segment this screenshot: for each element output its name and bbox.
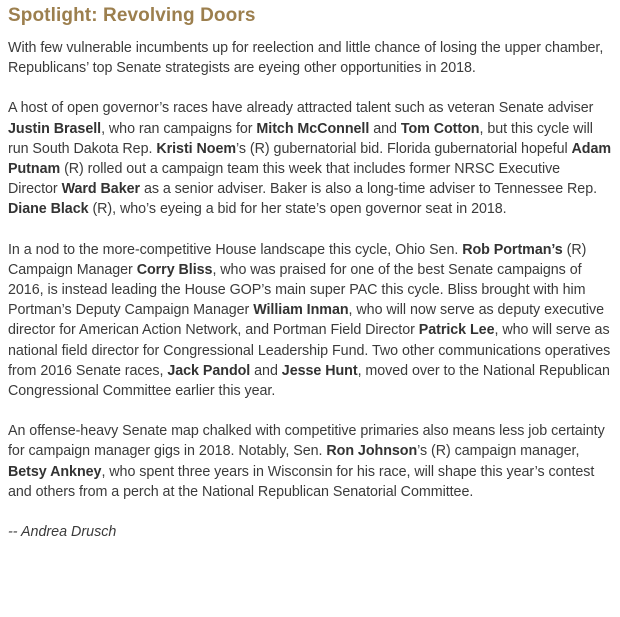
- bold-name: Kristi Noem: [156, 140, 237, 157]
- paragraph: [8, 38, 612, 78]
- text-run: , who ran campaigns for: [101, 120, 257, 137]
- text-run: An offense-heavy Senate map chalked with competitive primaries also means less job certainty for campaign manager gigs in 2018. Notably, Sen.: [8, 423, 605, 460]
- bold-name: Jack Pandol: [167, 362, 251, 379]
- bold-name: Jesse Hunt: [281, 362, 358, 379]
- text-run: and: [250, 362, 282, 379]
- article-title: Spotlight: Revolving Doors: [8, 5, 256, 26]
- text-run: ’s (R) campaign manager,: [417, 443, 580, 460]
- text-run: , who will now serve as deputy executive director for American Action Network, and Portman Field Director: [8, 302, 605, 339]
- text-run: , who will serve as national field director for Congressional Leadership Fund. Two other communications operatives from 2016 Senate races,: [8, 322, 611, 379]
- text-run: , who spent three years in Wisconsin for his race, will shape this year’s contest and others from a perch at the National Republican Senatorial Committee.: [8, 463, 595, 500]
- bold-name: Justin Brasell: [8, 120, 102, 137]
- text-run: In a nod to the more-competitive House landscape this cycle, Ohio Sen.: [8, 241, 463, 258]
- bold-name: Patrick Lee: [418, 322, 495, 339]
- paragraph: [8, 98, 612, 219]
- bold-name: Mitch McConnell: [256, 120, 370, 137]
- bold-name: Ward Baker: [61, 181, 141, 198]
- text-run: (R) Campaign Manager: [8, 241, 587, 278]
- text-run: A host of open governor’s races have already attracted talent such as veteran Senate adviser: [8, 100, 594, 117]
- bold-name: Betsy Ankney: [8, 463, 102, 480]
- text-run: (R), who’s eyeing a bid for her state’s open governor seat in 2018.: [88, 201, 507, 218]
- bold-name: Rob Portman’s: [462, 241, 563, 258]
- paragraph: [8, 421, 612, 502]
- text-run: , who was praised for one of the best Senate campaigns of 2016, is instead leading the House GOP’s main super PAC this cycle. Bliss brought with him Portman’s Deputy Campaign Manager: [8, 261, 586, 319]
- bold-name: Diane Black: [8, 201, 89, 218]
- bold-name: Corry Bliss: [136, 261, 213, 278]
- text-run: and: [369, 120, 401, 137]
- text-run: With few vulnerable incumbents up for reelection and little chance of losing the upper chamber, Republicans’ top Senate strategists are eyeing other opportunities in 2018.: [8, 40, 604, 77]
- text-run: as a senior adviser. Baker is also a long-time adviser to Tennessee Rep.: [140, 181, 598, 198]
- text-run: (R) rolled out a campaign team this week that includes former NRSC Executive Director: [8, 161, 561, 198]
- text-run: , but this cycle will run South Dakota Rep.: [8, 120, 593, 157]
- bold-name: Ron Johnson: [326, 443, 418, 460]
- article-body: [8, 38, 612, 502]
- bold-name: Adam Putnam: [8, 140, 612, 178]
- byline: -- Andrea Drusch: [8, 524, 117, 541]
- bold-name: Tom Cotton: [400, 120, 480, 137]
- bold-name: William Inman: [253, 302, 349, 319]
- text-run: , moved over to the National Republican Congressional Committee earlier this year.: [8, 362, 610, 400]
- paragraph: [8, 240, 612, 402]
- text-run: ’s (R) gubernatorial bid. Florida gubernatorial hopeful: [236, 140, 572, 157]
